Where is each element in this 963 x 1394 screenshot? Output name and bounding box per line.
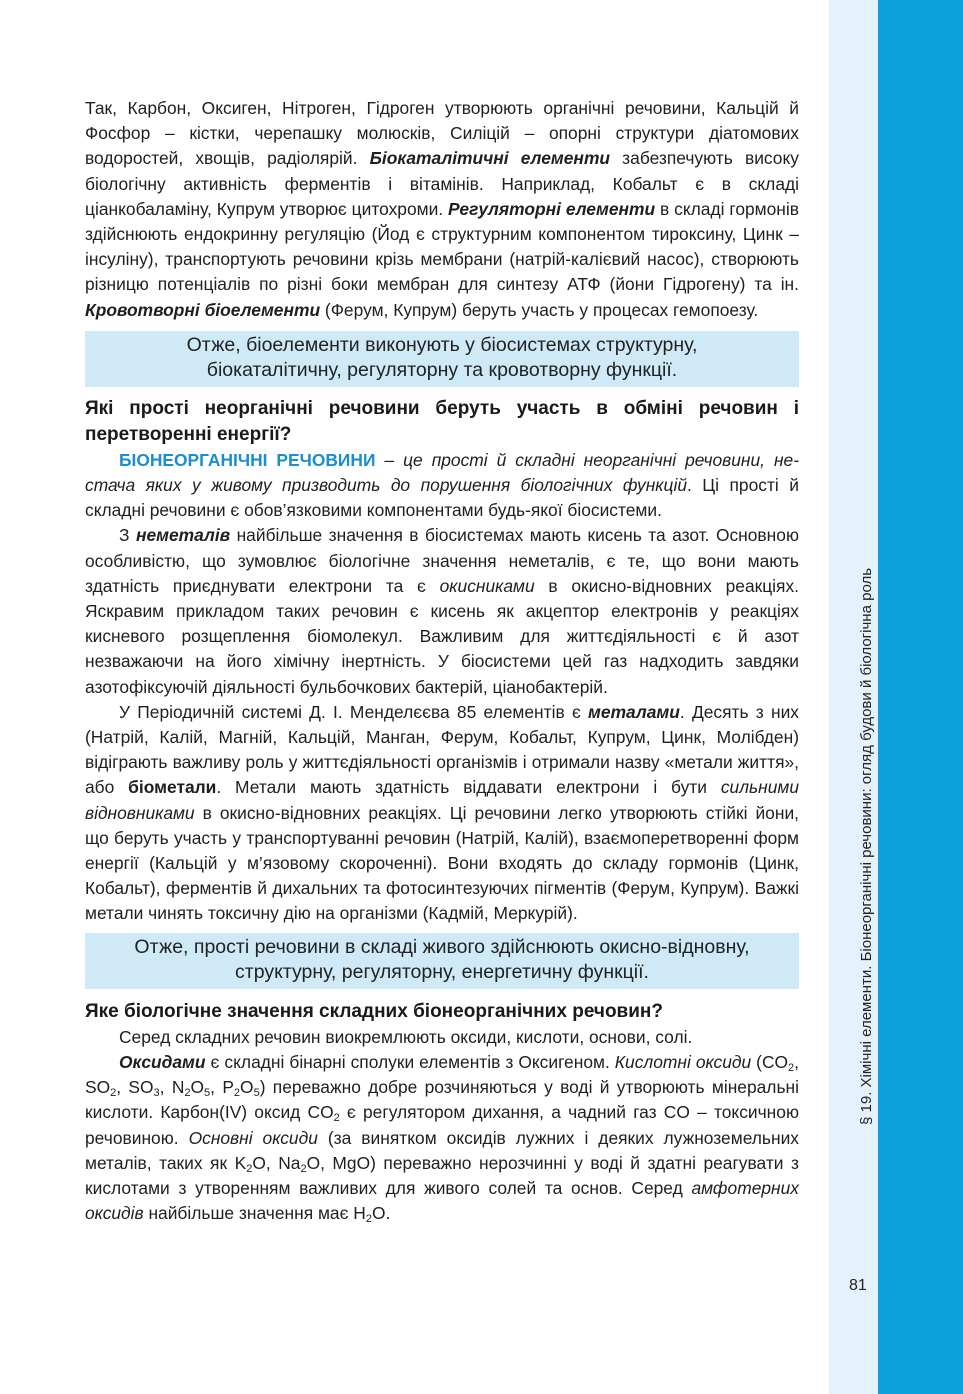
term-nonmetals: неметалів [135,525,231,546]
term-hematopoietic: Кровотворні біоелементи [85,299,321,320]
term-biometals: біометали [128,777,217,798]
section-heading-simple-substances: Які прості неорганічні речовини беруть участь в обміні речовин і перетворенні енергії? [85,397,799,445]
term-regulatory: Регуляторні елементи [448,198,656,219]
term-metals: металами [588,701,680,722]
term-bioinorganic: БІОНЕОРГАНІЧНІ РЕЧОВИНИ [119,449,376,470]
term-oxides: Оксидами [119,1051,206,1072]
sidebar-blue-strip [878,0,963,1394]
paragraph-metals: У Періодичній системі Д. І. Менделєєва 85 елементів є металами. Десять з них (Натрій, Калій, Магній, Кальцій, Манган, Ферум, Кобальт, Купрум, Цинк, Молібден) відіграють важливу роль у життєдіяльності організмів і отримали назву «метали життя», або біометали. Метали мають здатність віддавати електрони і бути сильними відновниками в окисно-відновних реакціях. Ці речовини легко утворюють стійкі йони, що беруть участь у транспортуванні речовин (Натрій, Калій), взаємоперетворенні форм енергії (Кальцій у м’язовому скороченні). Вони входять до складу гормонів (Цинк, Кобальт), ферментів й дихальних та фотосинтезуючих пігментів (Ферум, Купрум). Важкі метали чинять токсичну дію на організми (Кадмій, Меркурій). [85,701,799,924]
summary-box-bioelements [85,331,799,387]
summary-box-simple-substances [85,933,799,989]
page-number: 81 [849,1277,867,1294]
summary-line: структурну, регуляторну, енергетичну функції. [235,960,649,983]
chapter-title: § 19. Хімічні елементи. Біонеорганічні речовини: огляд будови й біологічна роль [858,567,875,1125]
paragraph-definition: БІОНЕОРГАНІЧНІ РЕЧОВИНИ – це прості й складні неорганічні речовини, нестача яких у живому призводить до порушення біологічних функцій. Ці прості й складні речовини є обов’язковими компонентами будь-якої біосистеми. [85,449,799,521]
summary-line: Отже, прості речовини в складі живого здійснюють окисно-відновну, [134,935,750,958]
section-heading-complex-substances: Яке біологічне значення складних біонеорганічних речовин? [85,1000,663,1022]
summary-line: Отже, біоелементи виконують у біосистемах структурну, [186,333,698,356]
paragraph-classes: Серед складних речовин виокремлюють оксиди, кислоти, основи, солі. [119,1026,693,1047]
paragraph-bioelements: Так, Карбон, Оксиген, Нітроген, Гідроген утворюють органічні речовини, Кальцій й Фосфор – кістки, черепашку молюсків, Силіцій – опорні структури діатомових водоростей, хвощів, радіолярій. Біокаталітичні елементи забезпечують високу біологічну активність ферментів і вітамінів. Наприклад, Кобальт є в складі ціанкобаламіну, Купрум утворює цитохроми. Регуляторні елементи в складі гормонів здійснюють ендокринну регуляцію (Йод є структурним компонентом тироксину, Цинк – інсуліну), транспортують речовини крізь мембрани (натрій-калієвий насос), створюють різницю потенціалів по різні боки мембран для синтезу АТФ (йони Гідрогену) та ін. Кровотворні біоелементи (Ферум, Купрум) беруть участь у процесах гемопоезу. [85,98,800,320]
paragraph-oxides: Оксидами є складні бінарні сполуки елементів з Оксигеном. Кислотні оксиди ($CO_2$, $SO_2$, $SO_3$, $N_2O_5$, $P_2O_5$) переважно добре розчиняються у воді й утворюють мінеральні кислоти. Карбон(IV) оксид $CO_2$ є регулятором дихання, а чадний газ CO – токсичною речовиною. Основні оксиди (за винятком оксидів лужних і деяких лужноземельних металів, таких як $K_2O$, $Na_2O$, MgO) переважно нерозчинні у воді й здатні реагувати з кислотами з утворенням важливих для живого солей та основ. Серед амфотерних оксидів найбільше значення має $H_2O$. [85,1051,800,1226]
page-content [85,96,799,1226]
paragraph-nonmetals: З неметалів найбільше значення в біосистемах мають кисень та азот. Основною особливістю, що зумовлює біологічне значення неметалів, є те, що вони мають здатність приєднувати електрони та є окисниками в окисно-відновних реакціях. Яскравим прикладом таких речовин є кисень як акцептор електронів у реакціях кисневого розщеплення біомолекул. Важливим для життєдіяльності є й азот незважаючи на його хімічну інертність. У біосистеми цей газ надходить завдяки азотофіксуючій діяльності бульбочкових бактерій, ціанобактерій. [85,525,799,697]
summary-line: біокаталітичну, регуляторну та кровотворну функції. [206,358,678,381]
term-biocatalytic: Біокаталітичні елементи [369,148,611,169]
